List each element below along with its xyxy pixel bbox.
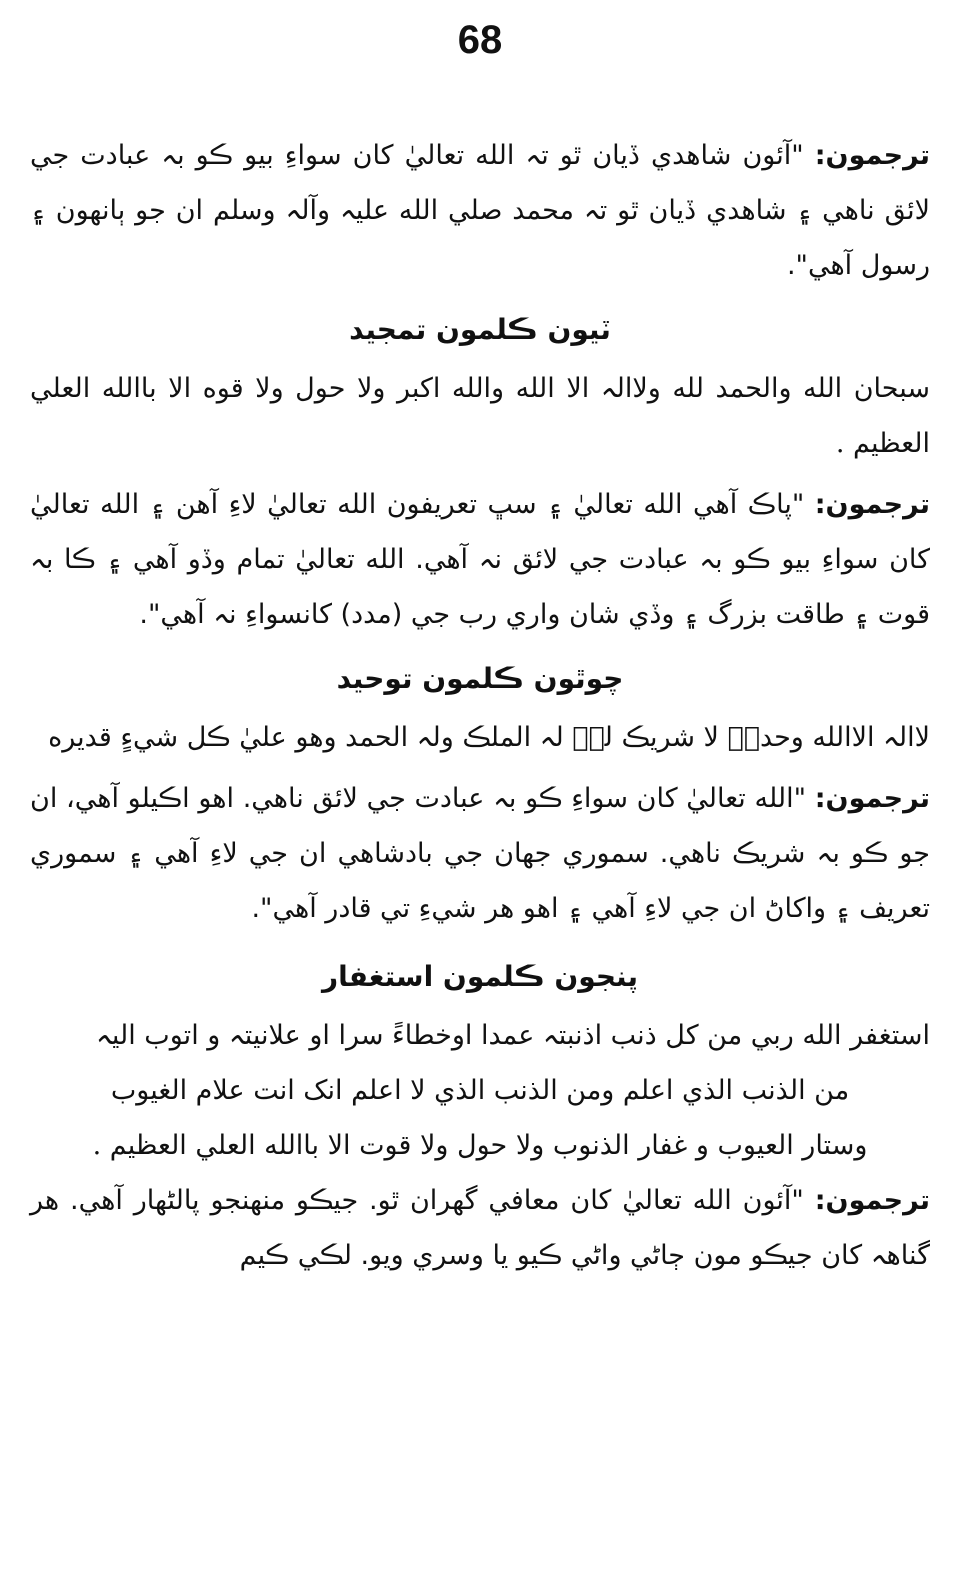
translation-text: "آئون الله تعاليٰ کان معافي گهران ٿو. جيڪو منهنجو پالڻهار آهي. هر گناهہ کان جيڪو مون ڄاڻي واڻي ڪيو يا وسري ويو. لڪي ڪيم bbox=[30, 1185, 930, 1271]
translation-paragraph-fifth-kalima bbox=[30, 1173, 930, 1283]
translation-text: "آئون شاهدي ڏيان ٿو تہ الله تعاليٰ کان سواءِ بيو ڪو بہ عبادت جي لائق ناهي ۽ شاهدي ڏيان ٿو تہ محمد صلي الله عليہ وآلہ وسلم ان جو ٻانهون ۽ رسول آهي". bbox=[30, 140, 930, 281]
translation-text: "الله تعاليٰ کان سواءِ ڪو بہ عبادت جي لائق ناهي. اهو اڪيلو آهي، ان جو ڪو بہ شريڪ ناهي. سموري جهان جي بادشاهي ان جي لاءِ آهي ۽ سموري تعريف ۽ واکاڻ ان جي لاءِ آهي ۽ اهو هر شيءِ تي قادر آهي". bbox=[30, 783, 930, 924]
heading-fifth-kalima: پنجون ڪلمون استغفار bbox=[322, 960, 638, 993]
arabic-text-fourth-kalima: لاالہ الاالله وحدہٗ لا شريڪ لہٗ لہ الملڪ ولہ الحمد وهو عليٰ ڪل شيءٍ قديره bbox=[48, 722, 930, 753]
arabic-text-fifth-kalima-line-1: استغفر الله ربي من كل ذنب اذنبتہ عمدا اوخطاءً سرا او علانيتہ و اتوب اليہ bbox=[96, 1020, 930, 1051]
heading-fourth-kalima: چوٿون ڪلمون توحيد bbox=[336, 662, 624, 695]
arabic-text-fifth-kalima-line-3: وستار العيوب و غفار الذنوب ولا حول ولا قوت الا باالله العلي العظيم . bbox=[92, 1130, 868, 1161]
translation-label: ترجمون: bbox=[814, 783, 930, 814]
arabic-text-third-kalima: سبحان الله والحمد لله ولاالہ الا الله والله اكبر ولا حول ولا قوه الا باالله العلي العظيم . bbox=[30, 373, 930, 459]
page-number: 68 bbox=[457, 18, 503, 62]
translation-text: "پاڪ آهي الله تعاليٰ ۽ سڀ تعريفون الله تعاليٰ لاءِ آهن ۽ الله تعاليٰ کان سواءِ بيو ڪو بہ عبادت جي لائق نہ آهي. الله تعاليٰ تمام وڏو آهي ۽ ڪا بہ قوت ۽ طاقت بزرگ ۽ وڏي شان واري رب جي (مدد) کانسواءِ نہ آهي". bbox=[30, 489, 930, 630]
translation-label: ترجمون: bbox=[814, 489, 930, 520]
translation-paragraph-second-kalima bbox=[30, 128, 930, 293]
translation-paragraph-third-kalima bbox=[30, 477, 930, 642]
arabic-text-fifth-kalima-line-2: من الذنب الذي اعلم ومن الذنب الذي لا اعلم انک انت علام الغيوب bbox=[110, 1075, 850, 1106]
translation-label: ترجمون: bbox=[814, 1185, 930, 1216]
translation-paragraph-fourth-kalima bbox=[30, 771, 930, 936]
page-content bbox=[30, 128, 930, 1283]
heading-third-kalima: ٽيون ڪلمون تمجيد bbox=[349, 313, 611, 346]
translation-label: ترجمون: bbox=[814, 140, 930, 171]
